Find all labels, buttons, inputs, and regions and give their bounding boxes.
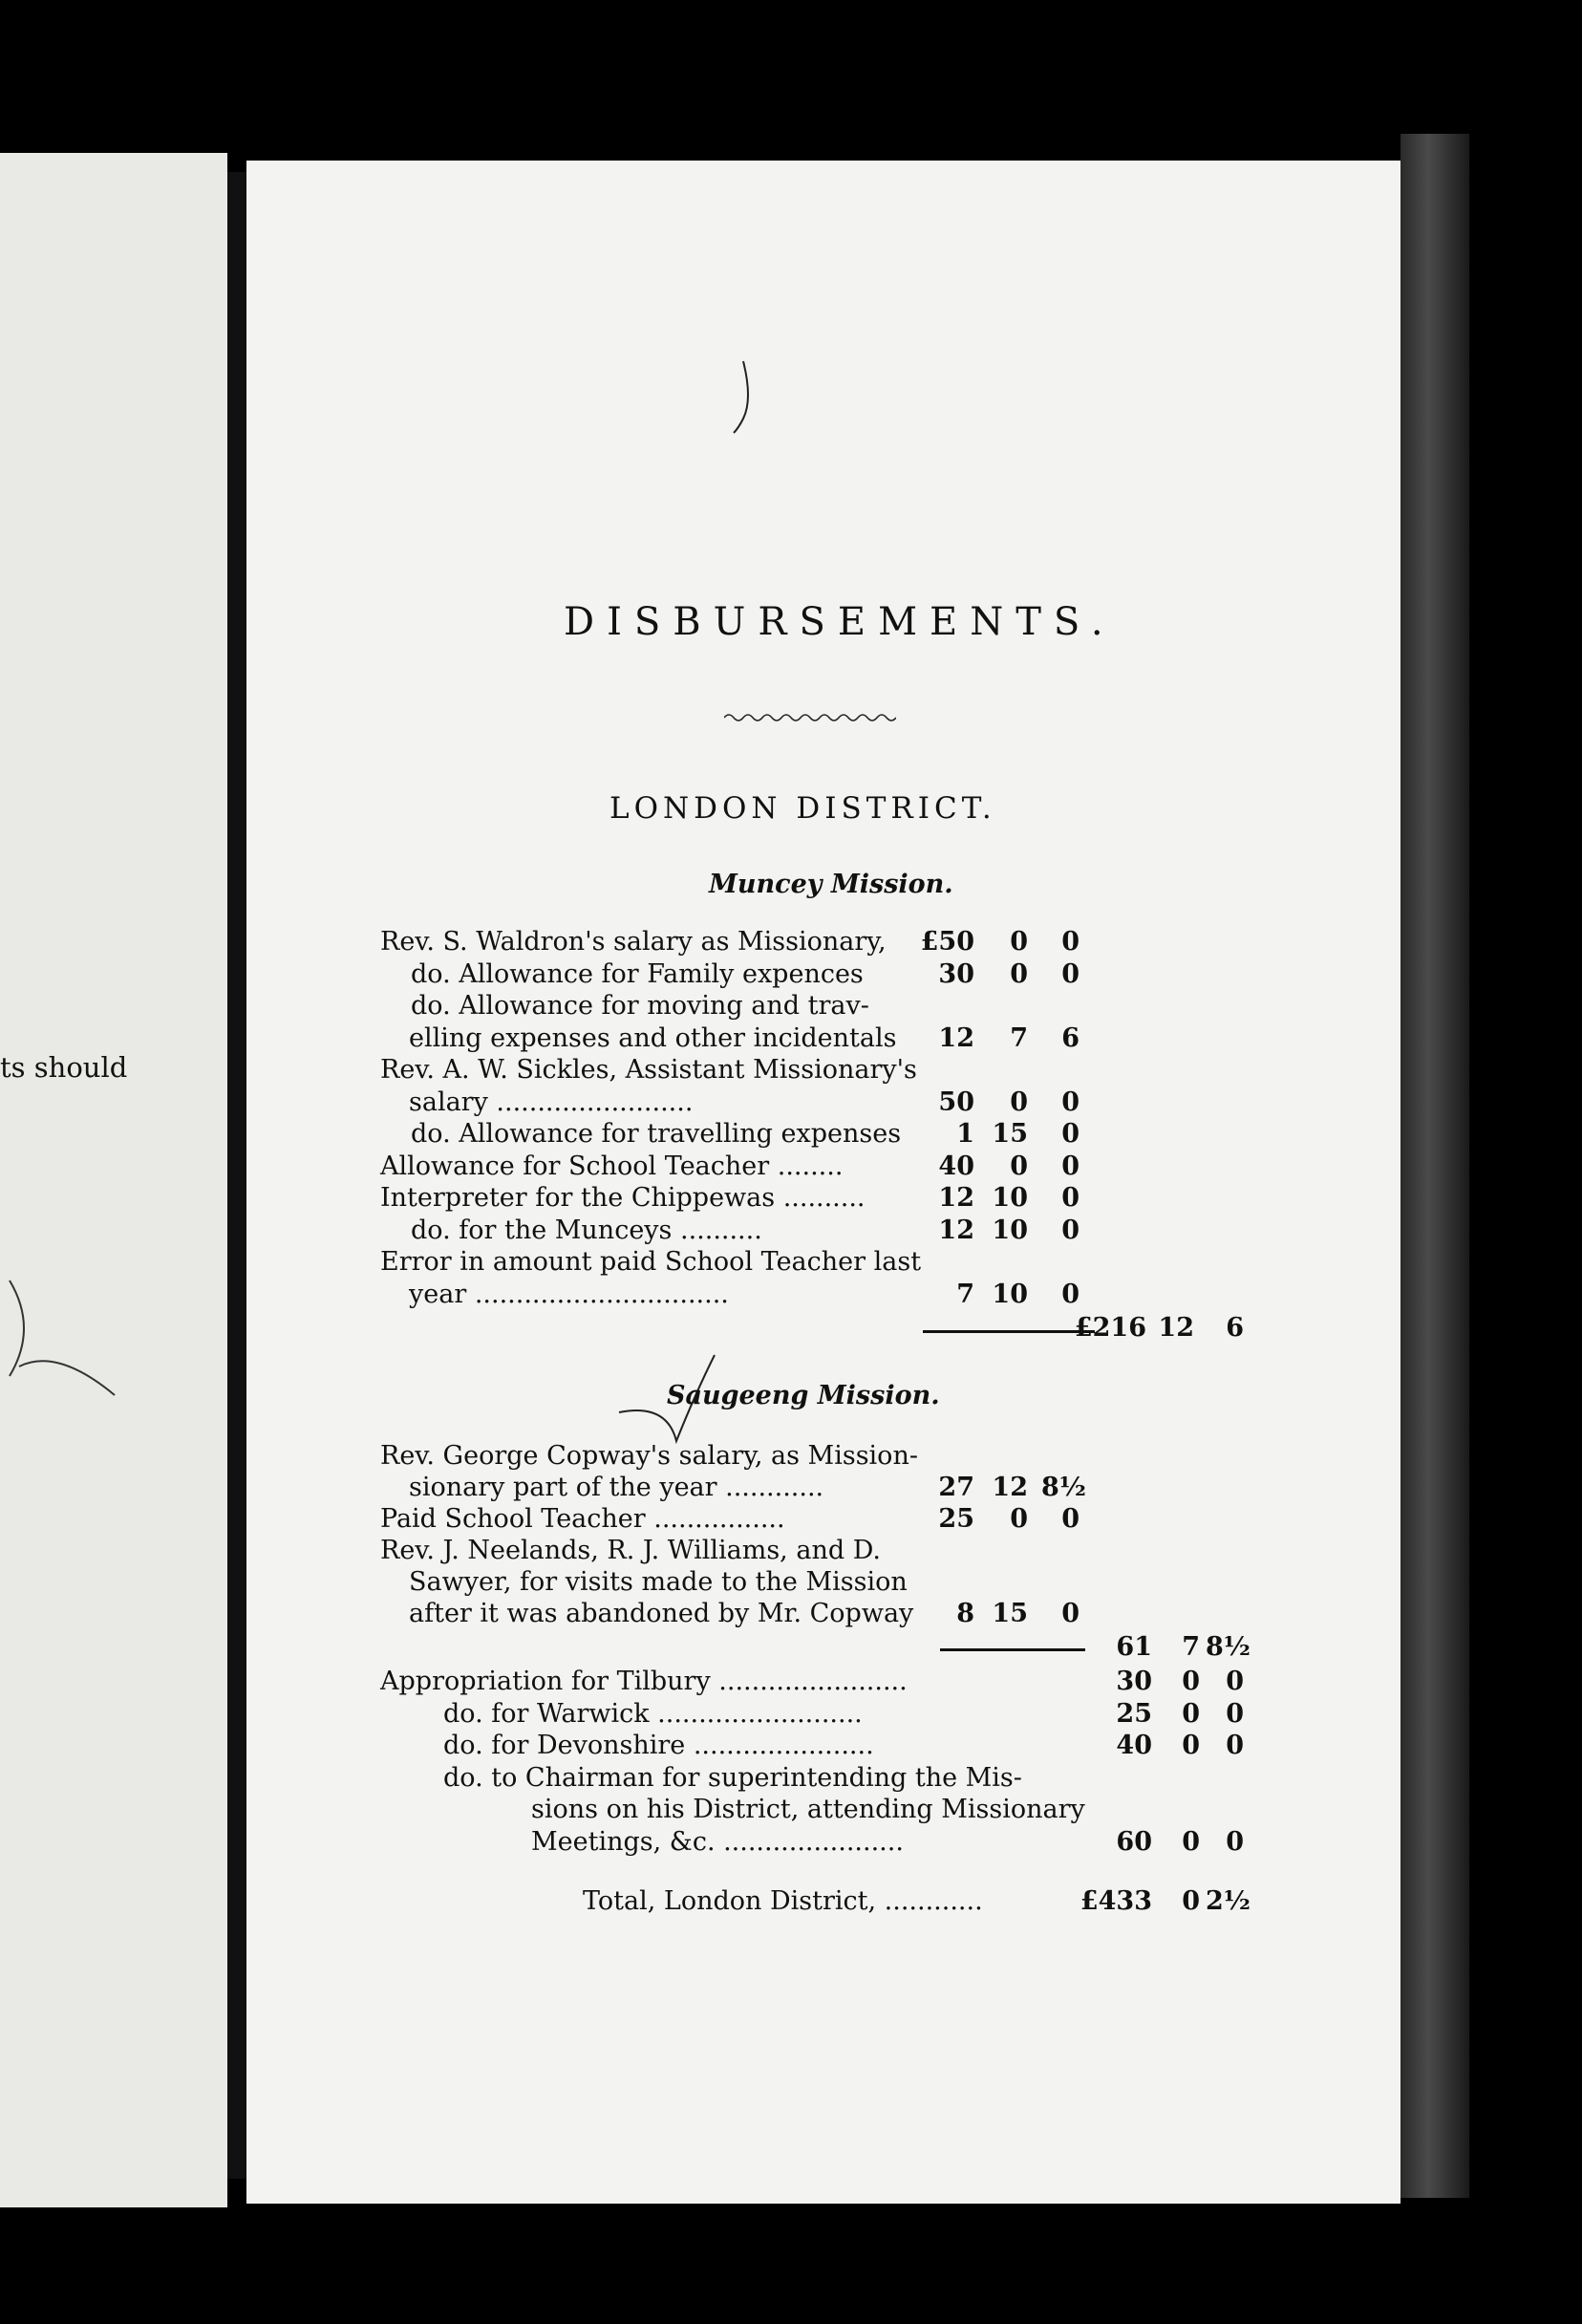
left-page-text-fragment: ts should (0, 1051, 128, 1084)
ledger-entry-text: Interpreter for the Chippewas .......... (380, 1183, 866, 1213)
ledger-shillings: 0 (1010, 1151, 1028, 1181)
ledger-entry-text: salary ........................ (409, 1087, 694, 1117)
ledger-shillings: 10 (992, 1183, 1028, 1213)
pen-scribble-left (0, 1252, 153, 1443)
ledger-shillings: 0 (1010, 1504, 1028, 1534)
ledger-pounds: 8 (956, 1599, 974, 1628)
ledger-entry-text: elling expenses and other incidentals (409, 1022, 897, 1053)
district-heading: LONDON DISTRICT. (609, 791, 996, 826)
ledger-shillings: 10 (992, 1215, 1028, 1245)
saugeeng-total-shillings: 7 (1182, 1632, 1200, 1662)
ledger-pounds: 12 (938, 1215, 974, 1245)
saugeeng-mission-heading: Saugeeng Mission. (667, 1381, 940, 1410)
muncey-total-pounds: £216 (1074, 1313, 1146, 1343)
ledger-pounds: 12 (938, 1022, 974, 1053)
ledger-entry-text: Rev. A. W. Sickles, Assistant Missionary's (380, 1055, 917, 1085)
ledger-pence: 0 (1061, 927, 1080, 957)
ledger-shillings: 0 (1182, 1667, 1200, 1696)
pen-mark-top (724, 352, 762, 447)
ledger-pounds: 7 (956, 1279, 974, 1309)
ledger-pence: 0 (1061, 1504, 1080, 1534)
ledger-pence: 0 (1226, 1698, 1244, 1729)
grand-total-pounds: £433 (1080, 1886, 1152, 1916)
ledger-pounds: 40 (1116, 1731, 1152, 1760)
ledger-pence: 0 (1226, 1731, 1244, 1760)
ledger-pence: 0 (1061, 1087, 1080, 1117)
ledger-pence: 6 (1061, 1022, 1080, 1053)
ledger-shillings: 0 (1182, 1698, 1200, 1729)
ledger-pounds: 30 (1116, 1667, 1152, 1696)
saugeeng-subtotal-rule (940, 1648, 1085, 1651)
ledger-shillings: 0 (1010, 927, 1028, 957)
muncey-total-shillings: 12 (1158, 1313, 1194, 1343)
saugeeng-total-pence: 8½ (1206, 1632, 1251, 1662)
ledger-entry-text: do. for the Munceys .......... (411, 1215, 762, 1245)
ledger-pounds: 30 (938, 958, 974, 989)
ledger-pounds: 25 (1116, 1698, 1152, 1729)
saugeeng-total-pounds: 61 (1116, 1632, 1152, 1662)
ledger-entry-text: do. for Warwick ......................... (443, 1698, 863, 1729)
ledger-pounds: 27 (938, 1473, 974, 1502)
ledger-shillings: 0 (1182, 1826, 1200, 1857)
ledger-pence: 0 (1061, 1215, 1080, 1245)
ledger-pence: 8½ (1041, 1473, 1086, 1502)
ledger-entry-text: Rev. S. Waldron's salary as Missionary, (380, 927, 887, 957)
ledger-pounds: 40 (938, 1151, 974, 1181)
ledger-entry-text: do. Allowance for Family expences (411, 958, 864, 989)
ledger-entry-text: do. Allowance for travelling expenses (411, 1119, 902, 1149)
page-title: DISBURSEMENTS. (564, 600, 1116, 644)
ledger-pence: 0 (1061, 1599, 1080, 1628)
ledger-entry-text: sionary part of the year ............ (409, 1473, 824, 1502)
ledger-shillings: 0 (1182, 1731, 1200, 1760)
ledger-entry-text: Sawyer, for visits made to the Mission (409, 1567, 908, 1597)
muncey-subtotal-rule (923, 1330, 1095, 1333)
ledger-pounds: 60 (1116, 1826, 1152, 1857)
muncey-total-pence: 6 (1226, 1313, 1244, 1343)
ledger-entry-text: Error in amount paid School Teacher last (380, 1247, 922, 1277)
book-edge (1400, 134, 1469, 2198)
ledger-pence: 0 (1061, 1183, 1080, 1213)
ledger-pounds: 50 (938, 1087, 974, 1117)
ledger-entry-text: Meetings, &c. ...................... (531, 1826, 904, 1857)
ledger-entry-text: do. Allowance for moving and trav- (411, 991, 869, 1021)
ledger-pounds: 1 (956, 1119, 974, 1149)
ledger-pence: 0 (1226, 1667, 1244, 1696)
ledger-entry-text: Appropriation for Tilbury ....................... (380, 1667, 908, 1696)
ledger-pence: 0 (1226, 1826, 1244, 1857)
ledger-entry-text: sions on his District, attending Missionary (531, 1795, 1085, 1824)
ledger-shillings: 15 (992, 1119, 1028, 1149)
ledger-entry-text: Paid School Teacher ................ (380, 1504, 785, 1534)
ledger-entry-text: Rev. J. Neelands, R. J. Williams, and D. (380, 1536, 881, 1565)
ledger-shillings: 0 (1010, 958, 1028, 989)
ledger-shillings: 0 (1010, 1087, 1028, 1117)
ledger-shillings: 10 (992, 1279, 1028, 1309)
ledger-entry-text: Allowance for School Teacher ........ (380, 1151, 844, 1181)
decorative-wave-divider (724, 712, 896, 723)
ledger-entry-text: year ............................... (409, 1279, 729, 1309)
ledger-entry-text: Rev. George Copway's salary, as Mission- (380, 1441, 918, 1471)
ledger-entry-text: after it was abandoned by Mr. Copway (409, 1599, 914, 1628)
ledger-shillings: 7 (1010, 1022, 1028, 1053)
grand-total-pence: 2½ (1206, 1886, 1251, 1916)
ledger-pounds: 25 (938, 1504, 974, 1534)
ledger-shillings: 12 (992, 1473, 1028, 1502)
ledger-pounds: 12 (938, 1183, 974, 1213)
book-gutter (227, 172, 248, 2179)
ledger-pence: 0 (1061, 1151, 1080, 1181)
ledger-pence: 0 (1061, 958, 1080, 989)
left-page (0, 153, 227, 2207)
grand-total-shillings: 0 (1182, 1886, 1200, 1916)
ledger-pence: 0 (1061, 1119, 1080, 1149)
grand-total-label: Total, London District, ............ (583, 1886, 983, 1916)
ledger-entry-text: do. for Devonshire ...................... (443, 1731, 874, 1760)
ledger-pence: 0 (1061, 1279, 1080, 1309)
muncey-mission-heading: Muncey Mission. (709, 870, 953, 899)
ledger-pounds: £50 (920, 927, 974, 957)
ledger-shillings: 15 (992, 1599, 1028, 1628)
ledger-entry-text: do. to Chairman for superintending the Mis- (443, 1762, 1022, 1793)
